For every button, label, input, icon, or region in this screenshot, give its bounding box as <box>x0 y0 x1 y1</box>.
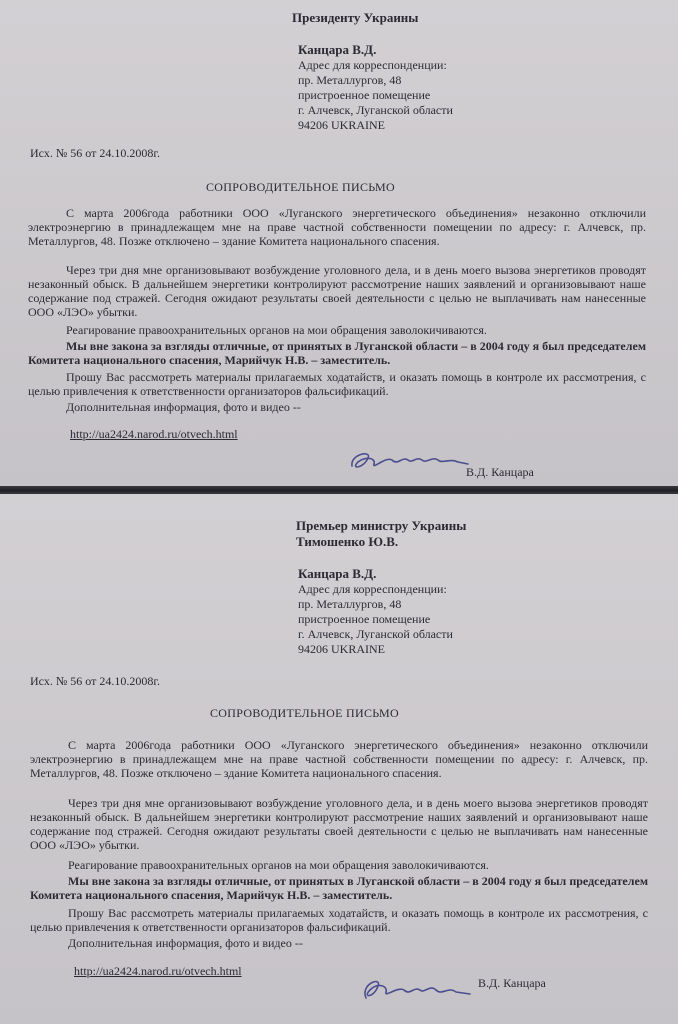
info-link[interactable]: http://ua2424.narod.ru/otvech.html <box>74 964 242 978</box>
sender-name: Канцара В.Д. <box>298 566 377 581</box>
letter-2-page <box>0 494 678 1024</box>
paragraph-5: Прошу Вас рассмотреть материалы прилагаемых ходатайств, и оказать помощь в контроле их рассмотрения, с целью привлечения к ответственности организаторов фальсификаций. <box>30 906 648 934</box>
paragraph-3: Реагирование правоохранительных органов на мои обращения заволокичиваются. <box>68 858 489 872</box>
address-line: пристроенное помещение <box>298 88 431 102</box>
paragraph-5: Прошу Вас рассмотреть материалы прилагаемых ходатайств, и оказать помощь в контроле их рассмотрения, с целью привлечения к ответственности организаторов фальсификаций. <box>28 370 646 398</box>
address-line: Адрес для корреспонденции: <box>298 582 447 596</box>
reference-number: Исх. № 56 от 24.10.2008г. <box>30 674 160 688</box>
letter-title: СОПРОВОДИТЕЛЬНОЕ ПИСЬМО <box>210 706 399 720</box>
addressee: Президенту Украины <box>292 10 419 25</box>
address-line: пристроенное помещение <box>298 612 431 626</box>
address-line: г. Алчевск, Луганской области <box>298 103 453 117</box>
sender-name: Канцара В.Д. <box>298 42 377 57</box>
paragraph-6: Дополнительная информация, фото и видео -- <box>66 400 301 414</box>
address-line: 94206 UKRAINE <box>298 118 385 132</box>
paragraph-4: Мы вне закона за взгляды отличные, от принятых в Луганской области – в 2004 году я был председателем Комитета национального спасения, Марийчук Н.В. – заместитель. <box>28 339 646 367</box>
address-line: пр. Металлургов, 48 <box>298 73 402 87</box>
paragraph-2: Через три дня мне организовывают возбуждение уголовного дела, и в день моего вызова энергетиков проводят незаконный обыск. В дальнейшем энергетики контролируют рассмотрение наших заявлений и организовывают наше содержание под стражей. Сегодня ожидают результаты своей деятельности с целью не выплачивать нам нанесенные ООО «ЛЭО» убытки. <box>28 263 646 319</box>
paragraph-2: Через три дня мне организовывают возбуждение уголовного дела, и в день моего вызова энергетиков проводят незаконный обыск. В дальнейшем энергетики контролируют рассмотрение наших заявлений и организовывают наше содержание под стражей. Сегодня ожидают результаты своей деятельности с целью не выплачивать нам нанесенные ООО «ЛЭО» убытки. <box>30 796 648 852</box>
reference-number: Исх. № 56 от 24.10.2008г. <box>30 146 160 160</box>
signer-name: В.Д. Канцара <box>478 976 546 990</box>
signature-icon <box>346 444 476 480</box>
paragraph-4: Мы вне закона за взгляды отличные, от принятых в Луганской области – в 2004 году я был председателем Комитета национального спасения, Марийчук Н.В. – заместитель. <box>30 874 648 902</box>
address-line: пр. Металлургов, 48 <box>298 597 402 611</box>
signer-name: В.Д. Канцара <box>466 465 534 479</box>
paragraph-1: С марта 2006года работники ООО «Луганского энергетического объединения» незаконно отключили электроэнергию в принадлежащем мне на праве частной собственности помещении по адресу: г. Алчевск, пр. Металлургов, 48. Позже отключено – здание Комитета национального спасения. <box>30 738 648 780</box>
address-line: г. Алчевск, Луганской области <box>298 627 453 641</box>
addressee: Премьер министру Украины <box>296 518 467 533</box>
paragraph-3: Реагирование правоохранительных органов на мои обращения заволокичиваются. <box>66 323 487 337</box>
address-line: 94206 UKRAINE <box>298 642 385 656</box>
paragraph-6: Дополнительная информация, фото и видео -- <box>68 936 303 950</box>
address-line: Адрес для корреспонденции: <box>298 58 447 72</box>
paragraph-1: С марта 2006года работники ООО «Луганского энергетического объединения» незаконно отключили электроэнергию в принадлежащем мне на праве частной собственности помещении по адресу: г. Алчевск, пр. Металлургов, 48. Позже отключено – здание Комитета национального спасения. <box>28 206 646 248</box>
addressee-name: Тимошенко Ю.В. <box>296 534 399 549</box>
letter-1-page <box>0 0 678 488</box>
signature-icon <box>358 968 478 1008</box>
info-link[interactable]: http://ua2424.narod.ru/otvech.html <box>70 427 238 441</box>
letter-title: СОПРОВОДИТЕЛЬНОЕ ПИСЬМО <box>206 180 395 194</box>
